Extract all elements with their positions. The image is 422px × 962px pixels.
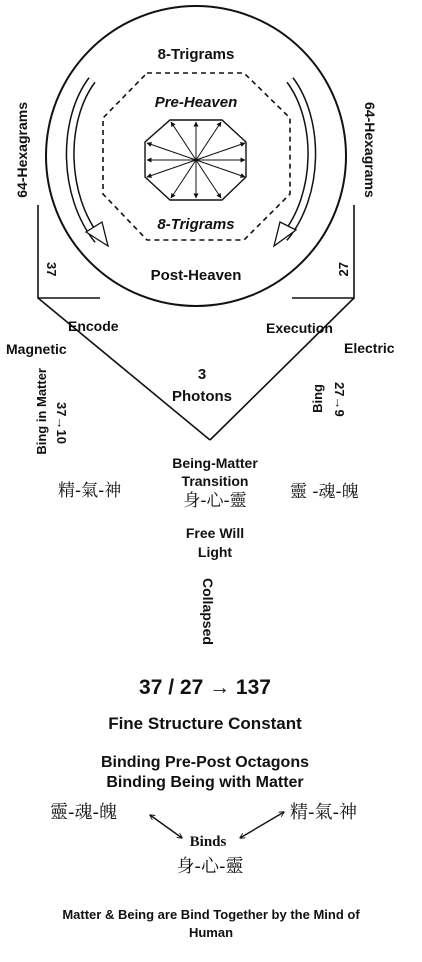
footer-line-1: Matter & Being are Bind Together by the Mind of (62, 907, 360, 922)
magnetic-label: Magnetic (6, 341, 67, 357)
transition-chinese-left: 精-氣-神 (58, 481, 122, 501)
electric-label: Electric (344, 340, 395, 356)
free-will-label: Free Will (185, 525, 245, 541)
photons-label: Photons (172, 388, 232, 405)
bing-in-matter-label: Bing in Matter (34, 368, 49, 455)
light-label: Light (197, 544, 233, 560)
transition-chinese-right: 靈 -魂-魄 (290, 482, 359, 502)
footer-line-2: Human (188, 925, 234, 940)
left-number-37: 37 (44, 262, 59, 277)
left-bracket (38, 205, 100, 298)
collapsed-label: Collapsed (200, 578, 216, 645)
equation: 37 / 27 → 137 (139, 676, 271, 699)
binding-octagons: Binding Pre-Post Octagons (100, 754, 309, 771)
photons-count: 3 (197, 366, 207, 383)
transition-chinese-center: 身-心-靈 (183, 491, 247, 511)
left-vertical-37-10: 37→10 (54, 402, 69, 444)
binding-being-matter: Binding Being with Matter (106, 774, 304, 791)
right-number-27: 27 (336, 262, 351, 277)
lower-chinese-right: 精-氣-神 (290, 802, 357, 823)
trigrams-top-label: 8-Trigrams (157, 46, 235, 63)
right-hexagrams-label: 64-Hexagrams (362, 102, 378, 198)
being-matter-label: Being-Matter (172, 455, 258, 471)
binds-label: Binds (189, 834, 227, 850)
fine-structure-constant: Fine Structure Constant (108, 714, 302, 733)
radiating-arrows (147, 122, 245, 198)
pre-heaven-label: Pre-Heaven (154, 94, 238, 111)
right-vertical-27-9: 27→9 (332, 382, 347, 417)
encode-label: Encode (68, 318, 119, 334)
bing-label: Bing (310, 384, 325, 413)
lower-chinese-left: 靈-魂-魄 (50, 802, 117, 823)
transition-label: Transition (181, 473, 249, 489)
binds-arrow-right (240, 812, 284, 838)
post-heaven-label: Post-Heaven (150, 267, 242, 284)
left-hexagrams-label: 64-Hexagrams (14, 102, 30, 198)
inner-trigrams-label: 8-Trigrams (157, 216, 235, 233)
lower-chinese-bottom: 身-心-靈 (176, 856, 244, 877)
execution-label: Execution (266, 320, 333, 336)
